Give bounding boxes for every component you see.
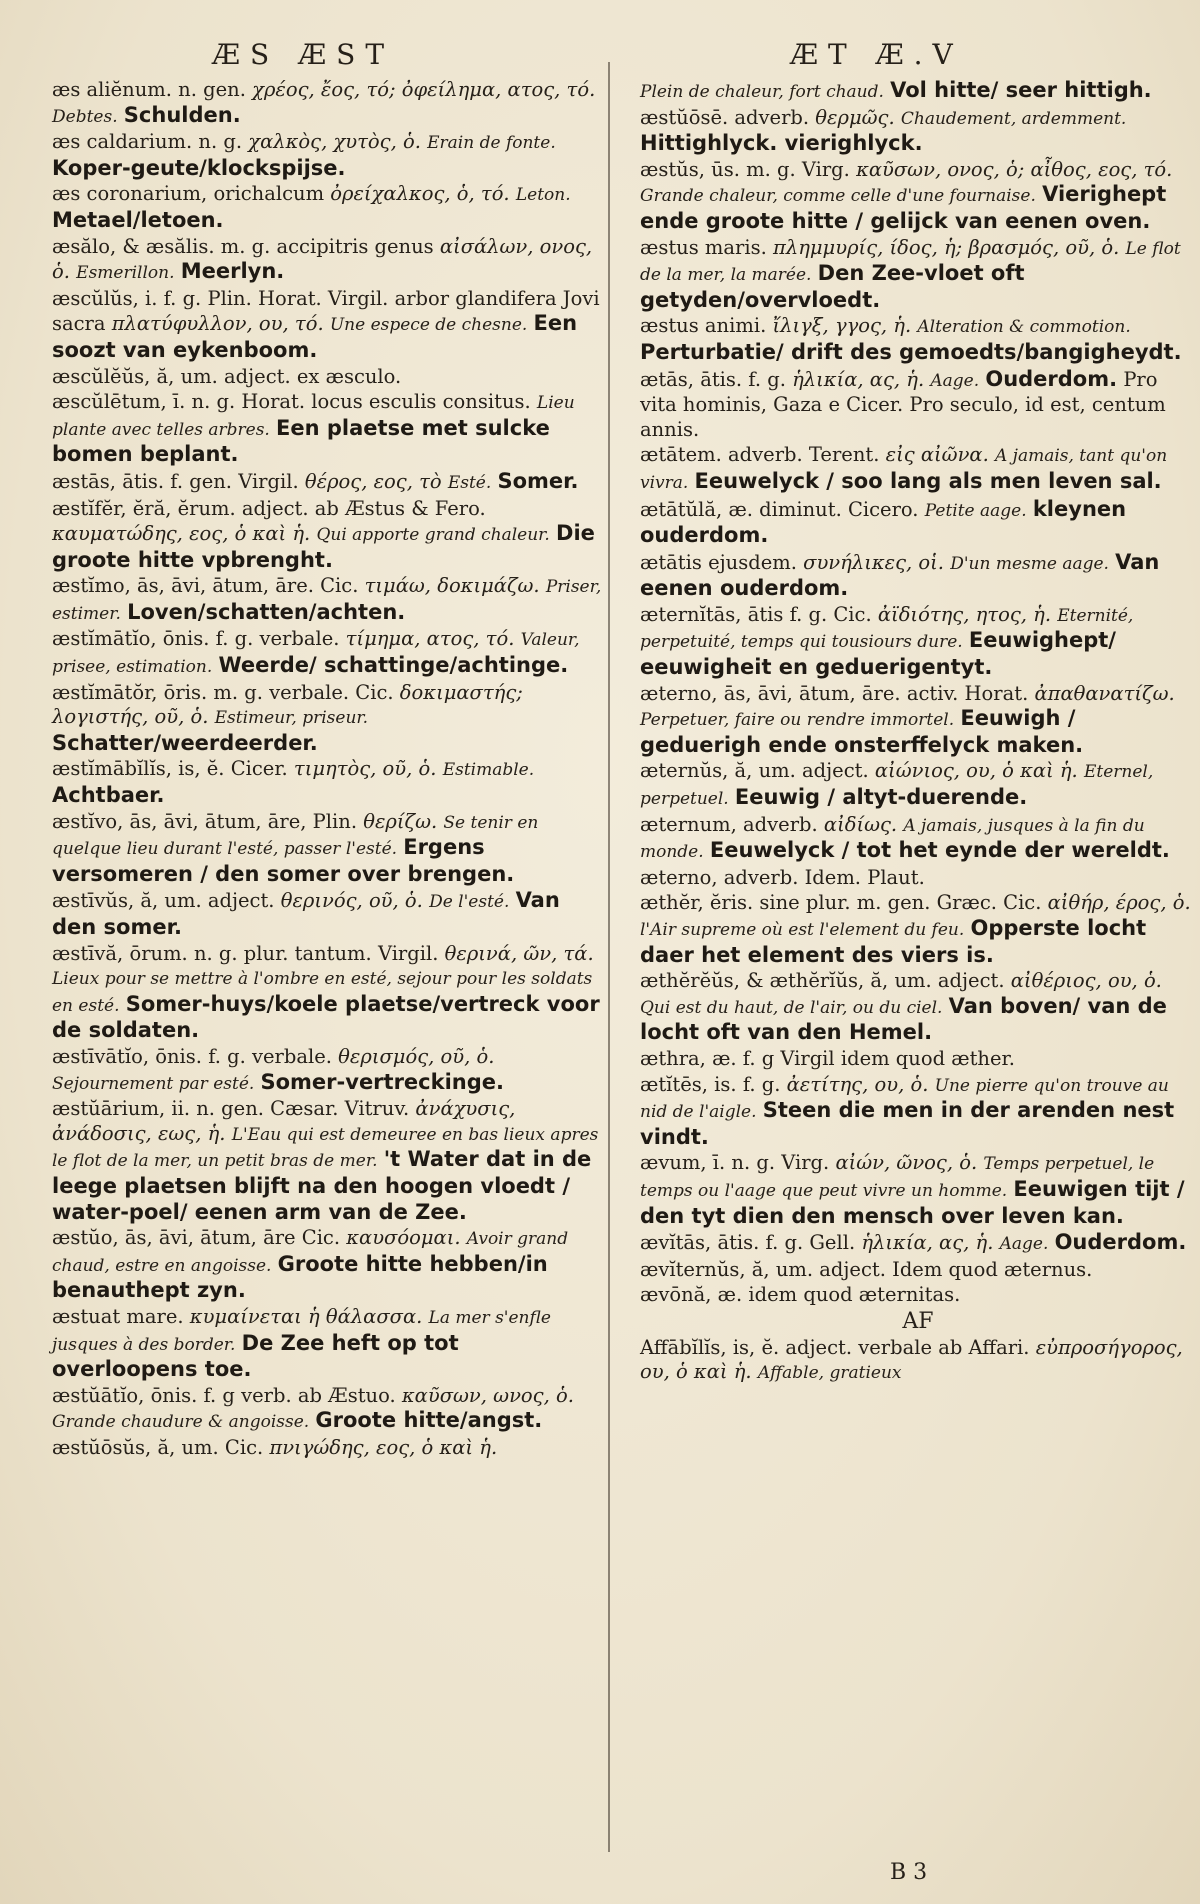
dictionary-entry [52,1045,608,1096]
greek-gloss: αἰδίως. [823,812,898,836]
french-gloss: Petite aage. [924,500,1027,521]
dictionary-entry [640,550,1196,602]
french-gloss: Estimeur, priseur. [214,708,369,729]
dutch-gloss: Groote hitte/angst. [315,1408,543,1433]
french-gloss: Estimable. [442,760,535,781]
entry-headword: æthra, æ. f. g Virgil idem quod æther. [640,1046,1015,1070]
french-gloss: D'un mesme aage. [950,553,1109,574]
dutch-gloss: Eeuwigh / geduerigh ende onsterffelyck maken. [640,706,1084,757]
dutch-gloss: Achtbaer. [52,783,165,808]
entry-headword: æstuat mare. [52,1304,184,1328]
entry-headword: æstus maris. [640,235,767,259]
french-gloss: Avoir grand chaud, estre en angoisse. [52,1229,569,1276]
french-gloss: Esté. [447,472,492,493]
dutch-gloss: Van eenen ouderdom. [640,549,1160,601]
entry-headword: ætātis ejusdem. [640,550,797,574]
entry-headword: ævōnă, æ. idem quod æternitas. [640,1283,961,1307]
greek-gloss: ἴλιγξ, γγος, ἡ. [772,314,912,338]
dictionary-entry [52,1436,608,1461]
greek-gloss: εἰς αἰῶνα. [885,443,989,467]
french-gloss: Eternité, perpetuité, temps qui tousiours dure. [640,605,1134,653]
dutch-gloss: Hittighlyck. vierighlyck. [640,131,923,156]
dutch-gloss: Ouderdom. [985,366,1118,391]
dictionary-entry [52,497,608,574]
dutch-gloss: Weerde/ schattinge/achtinge. [218,653,569,678]
french-gloss: Affable, gratieux [757,1363,902,1384]
greek-gloss: πνιγώδης, εος, ὁ καὶ ἡ. [269,1435,498,1459]
greek-gloss: θερινά, ῶν, τά. [444,941,594,965]
greek-gloss: ὀρείχαλκος, ὁ, τό. [330,182,510,206]
french-gloss: Chaudement, ardemment. [900,108,1127,129]
dutch-gloss: Schulden. [123,102,241,127]
entry-headword: æterno, ās, āvi, ātum, āre. activ. Horat. [640,681,1029,705]
entry-headword: æternŭs, ă, um. adject. [640,759,869,783]
dictionary-entry [640,1151,1196,1229]
greek-gloss: ἀνάχυσις, ἀνάδοσις, εως, ἡ. [52,1097,516,1145]
french-gloss: Qui est du haut, de l'air, ou du ciel. [640,997,943,1018]
entry-headword: æternum, adverb. [640,812,818,836]
greek-gloss: αἰθήρ, έρος, ὁ. [1047,891,1191,915]
french-gloss: l'Air supreme où est l'element du feu. [640,920,965,940]
greek-gloss: κυμαίνεται ἡ θάλασσα. [189,1304,423,1328]
french-gloss: Une espece de chesne. [329,315,528,336]
dutch-gloss: Somer. [497,468,579,493]
entry-headword: æstŭs, ūs. m. g. Virg. [640,157,850,181]
left-running-header: ÆS ÆST [212,38,394,71]
french-gloss: Se tenir en quelque lieu durant l'esté, passer l'esté. [52,812,539,860]
dictionary-entry [640,106,1196,157]
dictionary-entry [640,158,1196,235]
dutch-gloss: Eeuwig / altyt-duerende. [734,785,1028,810]
entry-headword: æstŭōsē. adverb. [640,105,810,129]
greek-gloss: ἀπαθανατίζω. [1034,681,1175,705]
greek-gloss: ἀϊδιότης, ητος, ἡ. [877,602,1052,626]
entry-headword: æsălo, & æsălis. m. g. accipitris genus [52,234,434,258]
dictionary-entry [52,1384,608,1435]
entry-headword: ævum, ī. n. g. Virg. [640,1151,830,1175]
french-gloss: La mer s'enfle jusques à des border. [52,1307,551,1355]
dutch-gloss: Een soozt van eykenboom. [52,311,578,362]
entry-headword: æstīvă, ōrum. n. g. plur. tantum. Virgil. [52,941,439,965]
entry-headword: ætās, ātis. f. g. [640,367,786,391]
french-gloss: Lieu plante avec telles arbres. [52,393,575,440]
greek-gloss: καῦσων, ωνος, ὁ. [401,1383,574,1407]
entry-headword: æs coronarium, orichalcum [52,182,325,206]
greek-gloss: χαλκὸς, χυτὸς, ὁ. [248,130,421,154]
french-gloss: Eternel, perpetuel. [640,762,1154,810]
dictionary-entry [640,1230,1196,1257]
dictionary-entry [640,497,1196,549]
french-gloss: Grande chaleur, comme celle d'une fournaise. [640,186,1036,207]
greek-gloss: θερισμός, οῦ, ὁ. [338,1044,495,1068]
dutch-gloss: Loven/schatten/achten. [127,599,406,624]
dutch-gloss: Van den somer. [52,888,560,939]
french-gloss: Le flot de la mer, la marée. [640,238,1181,286]
entry-headword: ætātŭlă, æ. diminut. Cicero. [640,497,919,521]
dictionary-entry [640,443,1196,495]
dutch-gloss: De Zee heft op tot overloopens toe. [52,1330,459,1382]
dutch-gloss: Meerlyn. [180,259,285,284]
dictionary-entry [52,627,608,679]
entry-headword: æstās, ātis. f. gen. Virgil. [52,469,299,493]
entry-headword: æstŭo, ās, āvi, ātum, āre Cic. [52,1226,341,1250]
dutch-gloss: Ergens versomeren / den somer over brengen. [52,835,515,886]
greek-gloss: αἰώνιος, ου, ὁ καὶ ἡ. [874,759,1078,783]
entry-headword: æterno, adverb. Idem. Plaut. [640,865,925,889]
dictionary-entry [52,681,608,757]
left-column [52,78,608,1460]
entry-headword: æstĭmātĭo, ōnis. f. g. verbale. [52,627,340,651]
dutch-gloss: Een plaetse met sulcke bomen beplant. [52,415,550,467]
dictionary-entry [640,236,1196,314]
entry-headword: æstĭmābĭlĭs, is, ĕ. Cicer. [52,757,288,781]
dictionary-entry [640,813,1196,865]
entry-headword: æstŭōsŭs, ă, um. Cic. [52,1435,264,1459]
greek-gloss: θερινός, οῦ, ὁ. [280,889,423,913]
entry-headword: æstīvŭs, ă, um. adject. [52,889,275,913]
dutch-gloss: Opperste locht daer het element des viers is. [640,916,1147,967]
greek-gloss: αἰθέριος, ου, ὁ. [1010,969,1162,993]
greek-gloss: ἀετίτης, ου, ὁ. [786,1072,929,1096]
greek-gloss: τίμημα, ατος, τό. [345,627,515,651]
dictionary-entry [52,1097,608,1225]
signature-mark: B 3 [890,1860,928,1885]
greek-gloss: ἡλικία, ας, ἡ. [792,367,925,391]
french-gloss: Esmerillon. [76,263,175,284]
entry-headword: ætĭtēs, is. f. g. [640,1072,781,1096]
greek-gloss: συνήλικες, οἱ. [803,550,945,574]
french-gloss: Plein de chaleur, fort chaud. [640,82,884,102]
entry-headword: æscŭlĕŭs, ă, um. adject. ex æsculo. [52,364,402,388]
dictionary-entry [52,574,608,626]
greek-gloss: θερίζω. [363,809,438,833]
dictionary-entry [52,365,608,390]
entry-headword: æscŭlŭs, i. f. g. Plin. Horat. Virgil. arbor glandifera Jovi sacra [52,286,600,336]
dictionary-entry [640,603,1196,681]
greek-gloss: πλημμυρίς, ίδος, ἡ; βρασμός, οῦ, ὁ. [773,235,1120,259]
french-gloss: Perpetuer, faire ou rendre immortel. [640,710,955,731]
dictionary-entry [640,1073,1196,1151]
french-gloss: Aage. [999,1234,1049,1255]
french-gloss: Une pierre qu'on trouve au nid de l'aigle. [640,1075,1169,1123]
dutch-gloss: Groote hitte hebben/in benauthept zyn. [52,1251,548,1303]
dutch-gloss: Die groote hitte vpbrenght. [52,521,595,572]
entry-headword: ævĭternŭs, ă, um. adject. Idem quod æternus. [640,1257,1093,1281]
dictionary-entry [640,1283,1196,1308]
greek-gloss: θερμῶς. [815,105,895,129]
entry-headword: æstĭmo, ās, āvi, ātum, āre. Cic. [52,574,359,598]
dictionary-entry [52,130,608,181]
french-gloss: Grande chaudure & angoisse. [52,1412,310,1433]
dictionary-entry [52,235,608,286]
right-column [640,78,1196,1386]
dictionary-entry [640,367,1196,443]
section-letter-heading: AF [902,1308,934,1334]
dictionary-entry [640,866,1196,891]
dictionary-entry [52,942,608,1044]
dictionary-entry [640,891,1196,968]
entry-headword: ætātem. adverb. Terent. [640,443,880,467]
greek-gloss: ἡλικία, ας, ἡ. [861,1231,994,1255]
greek-gloss: τιμάω, δοκιμάζω. [364,574,540,598]
dutch-gloss: Eeuwelyck / soo lang als men leven sal. [694,468,1162,493]
dutch-gloss: Somer-vertreckinge. [260,1069,504,1094]
dictionary-entry [52,287,608,364]
dutch-gloss: Koper-geute/klockspijse. [52,155,346,180]
entry-headword: æternĭtās, ātis f. g. Cic. [640,602,872,626]
greek-gloss: καυματώδης, εος, ὁ καὶ ἡ. [52,522,311,546]
dutch-gloss: Somer-huys/koele plaetse/vertreck voor de soldaten. [52,991,600,1043]
french-gloss: Priser, estimer. [52,577,602,624]
dutch-gloss: Schatter/weerdeerder. [52,730,318,755]
running-headers [0,38,1200,78]
dutch-gloss: Eeuwigen tijt / den tyt dien den mensch over leven kan. [640,1176,1185,1228]
french-gloss: Qui apporte grand chaleur. [316,525,550,546]
dutch-gloss: Van boven/ van de locht oft van den Hemel. [640,993,1167,1045]
dictionary-entry [52,888,608,940]
french-gloss: Debtes. [52,106,118,127]
greek-gloss: τιμητὸς, οῦ, ὁ. [293,757,437,781]
dictionary-entry [640,1258,1196,1283]
entry-note: Pro vita hominis, Gaza e Cicer. Pro seculo, id est, centum annis. [640,367,1166,441]
french-gloss: Valeur, prisee, estimation. [52,630,580,678]
dictionary-entry [640,1047,1196,1072]
dutch-gloss: Vol hitte/ seer hittigh. [890,78,1152,102]
french-gloss: Temps perpetuel, le temps ou l'aage que peut vivre un homme. [640,1154,1155,1201]
dictionary-entry [52,810,608,888]
french-gloss: Erain de fonte. [427,133,556,154]
dutch-gloss: Eeuwighept/ eeuwigheit en geduerigentyt. [640,628,1116,680]
dictionary-entry [640,78,1196,105]
dictionary-entry [640,759,1196,811]
column-divider [608,62,610,1852]
dictionary-entry [52,78,608,129]
entry-headword: æscŭlētum, ī. n. g. Horat. locus esculis consitus. [52,390,531,414]
french-gloss: L'Eau qui est demeuree en bas lieux apres le flot de la mer, un petit bras de mer. [52,1124,599,1172]
french-gloss: Leton. [515,185,571,206]
dictionary-entry [52,1305,608,1383]
dictionary-entry [52,390,608,468]
greek-gloss: καυσόομαι. [346,1226,461,1250]
entry-headword: æs aliĕnum. n. gen. [52,78,246,101]
greek-gloss: αἰσάλων, ονος, ὁ. [52,234,593,284]
entry-headword: æthĕr, ĕris. sine plur. m. gen. Græc. Cic. [640,891,1042,915]
dictionary-entry [640,1336,1196,1386]
french-gloss: Aage. [930,370,980,391]
dutch-gloss: Eeuwelyck / tot het eynde der wereldt. [709,838,1170,863]
right-running-header: ÆT Æ.V [790,38,963,71]
dictionary-entry [52,469,608,496]
greek-gloss: πλατύφυλλον, ου, τό. [111,312,324,336]
dutch-gloss: Ouderdom. [1054,1230,1187,1255]
dictionary-entry [52,757,608,808]
french-gloss: Alteration & commotion. [917,317,1131,338]
entry-headword: æstus animi. [640,314,767,338]
dutch-gloss: 't Water dat in de leege plaetsen blijft na den hoogen vloedt / water-poel/ eenen arm van de Zee. [52,1147,592,1224]
dutch-gloss: kleynen ouderdom. [640,496,1127,548]
french-gloss: Sejournement par esté. [52,1073,255,1094]
dictionary-entry [640,969,1196,1046]
dictionary-entry [52,1226,608,1304]
dutch-gloss: Metael/letoen. [52,207,224,232]
greek-gloss: καῦσων, ονος, ὁ; αἶθος, εος, τό. [856,157,1173,181]
entry-headword: æstĭvo, ās, āvi, ātum, āre, Plin. [52,809,358,833]
entry-headword: ævĭtās, ātis. f. g. Gell. [640,1231,856,1255]
entry-headword: æstĭfĕr, ĕră, ĕrum. adject. ab Æstus & Fero. [52,496,486,520]
greek-gloss: αἰών, ῶνος, ὁ. [835,1151,978,1175]
dutch-gloss: Vierighept ende groote hitte / gelijck van eenen oven. [640,182,1167,233]
greek-gloss: εὐπροσήγορος, ου, ὁ καὶ ἡ. [640,1335,1183,1384]
entry-headword: æstĭmātŏr, ōris. m. g. verbale. Cic. [52,680,394,704]
dutch-gloss: Perturbatie/ drift des gemoedts/bangigheydt. [640,339,1182,364]
french-gloss: A jamais, tant qu'on vivra. [640,446,1168,493]
dutch-gloss: Steen die men in der arenden nest vindt. [640,1098,1175,1149]
entry-headword: Affābĭlĭs, is, ĕ. adject. verbale ab Affari. [640,1335,1030,1359]
french-gloss: Lieux pour se mettre à l'ombre en esté, sejour pour les soldats en esté. [52,969,593,1016]
greek-gloss: χρέος, ἔος, τό; ὀφείλημα, ατος, τό. [252,78,596,101]
dutch-gloss: Den Zee-vloet oft getyden/overvloedt. [640,261,1025,312]
entry-headword: æs caldarium. n. g. [52,130,243,154]
dictionary-entry [640,314,1196,365]
greek-gloss: δοκιμαστής; λογιστής, οῦ, ὁ. [52,680,523,729]
french-gloss: A jamais, jusques à la fin du monde. [640,815,1145,863]
dictionary-entry [640,682,1196,759]
dictionary-entry [52,182,608,233]
entry-headword: æstŭārium, ii. n. gen. Cæsar. Vitruv. [52,1097,410,1121]
greek-gloss: θέρος, εος, τὸ [304,469,442,493]
french-gloss: De l'esté. [429,892,510,913]
entry-headword: æstŭātĭo, ōnis. f. g verb. ab Æstuo. [52,1383,396,1407]
entry-headword: æthĕrĕŭs, & æthĕrĭŭs, ă, um. adject. [640,969,1005,993]
entry-headword: æstīvātĭo, ōnis. f. g. verbale. [52,1044,332,1068]
